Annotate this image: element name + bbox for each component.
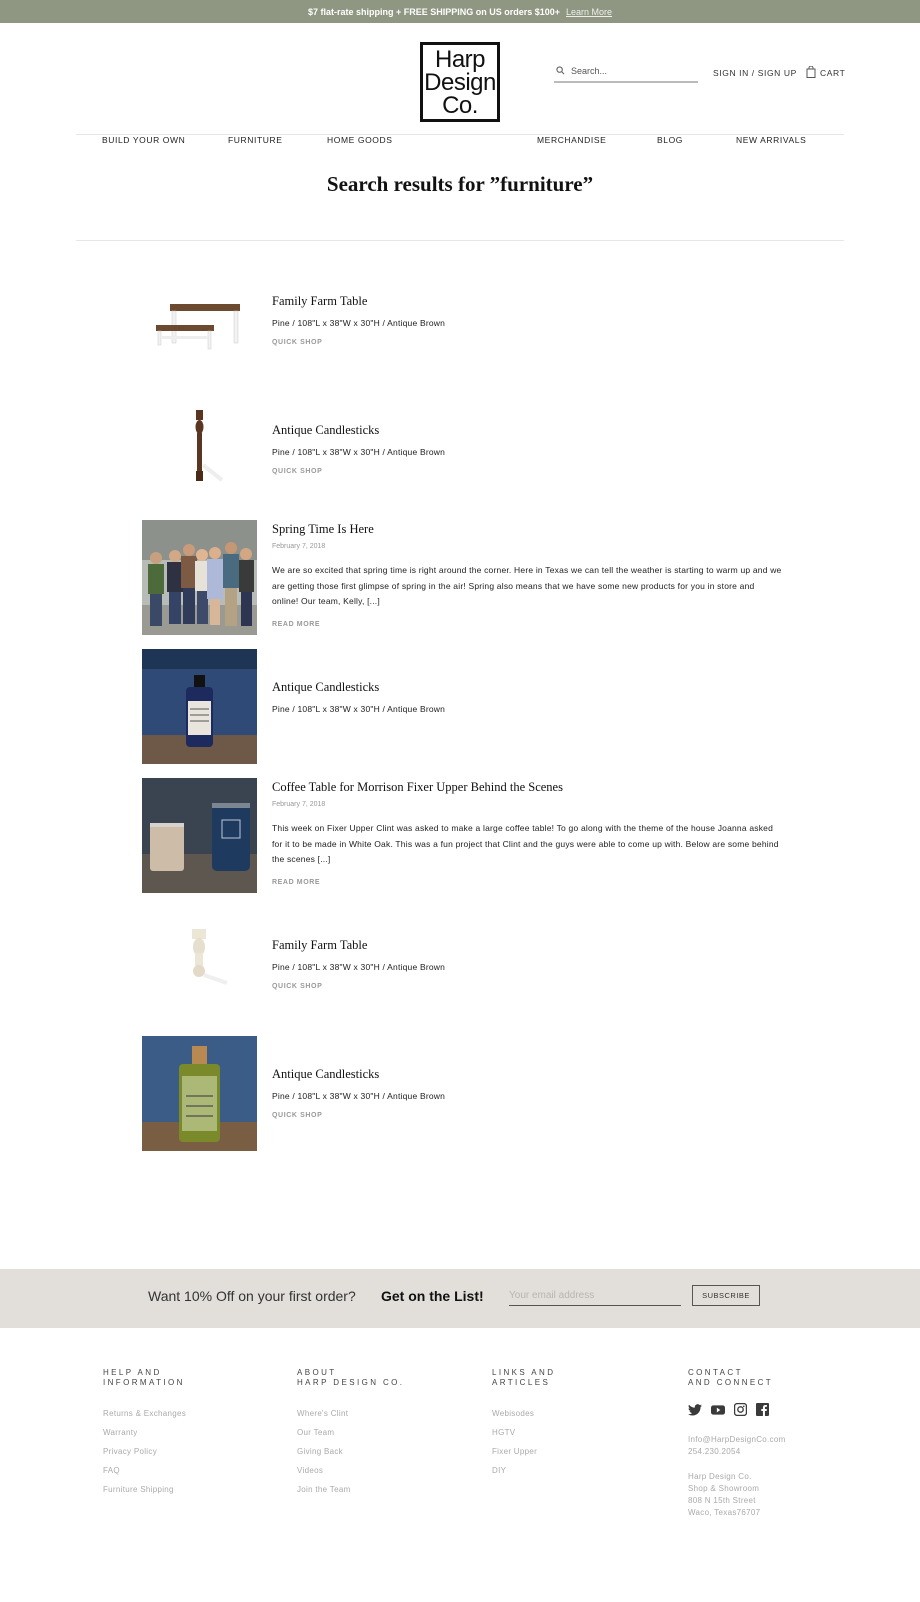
result-meta: Pine / 108"L x 38"W x 30"H / Antique Brown [272, 447, 446, 457]
heading-line: ARTICLES [492, 1378, 551, 1387]
search-bar [554, 60, 698, 83]
heading-line: ABOUT [297, 1368, 337, 1377]
search-input[interactable] [571, 66, 691, 76]
footer-heading [297, 1368, 404, 1388]
nav-blog[interactable]: BLOG [657, 135, 684, 145]
youtube-icon[interactable] [711, 1403, 725, 1421]
read-more-link[interactable]: READ MORE [272, 620, 321, 628]
result-title[interactable]: Antique Candlesticks [272, 423, 380, 437]
footer-heading [688, 1368, 786, 1388]
search-icon[interactable] [556, 62, 565, 80]
result-body [272, 294, 782, 349]
cart-bag-icon [806, 66, 816, 80]
footer-link[interactable]: Warranty [103, 1428, 138, 1437]
result-title[interactable]: Family Farm Table [272, 938, 368, 952]
result-excerpt: This week on Fixer Upper Clint was asked to make a large coffee table! To go along with the theme of the house Joanna asked for it to be made in White Oak. This was a fun project that Clint and the guys were able to come up with. Below are some behind the scenes [...] [272, 823, 779, 864]
result-date: February 7, 2018 [272, 543, 326, 550]
result-body [272, 423, 782, 478]
heading-line: INFORMATION [103, 1378, 185, 1387]
result-title[interactable]: Spring Time Is Here [272, 522, 374, 536]
newsletter-bar [0, 1269, 920, 1328]
twitter-icon[interactable] [688, 1403, 702, 1421]
footer-link[interactable]: HGTV [492, 1428, 516, 1437]
contact-email[interactable]: Info@HarpDesignCo.com [688, 1435, 786, 1444]
team-photo-image[interactable] [142, 520, 257, 635]
nav-merchandise[interactable]: MERCHANDISE [537, 135, 607, 145]
announcement-text: $7 flat-rate shipping + FREE SHIPPING on US orders $100+ [307, 6, 561, 17]
footer-link[interactable]: Privacy Policy [103, 1447, 157, 1456]
result-title[interactable]: Antique Candlesticks [272, 680, 380, 694]
footer-link-list [492, 1409, 555, 1485]
cart-link[interactable] [806, 66, 845, 80]
announcement-bar [0, 0, 920, 23]
footer-links-column [492, 1368, 555, 1485]
footer-link[interactable]: Webisodes [492, 1409, 535, 1418]
footer-heading [103, 1368, 186, 1388]
result-body [272, 938, 782, 993]
heading-line: HELP AND [103, 1368, 162, 1377]
tumblers-image[interactable] [142, 778, 257, 893]
footer-link-list [297, 1409, 404, 1504]
footer-link-list [103, 1409, 186, 1504]
footer-contact-column [688, 1368, 786, 1520]
facebook-icon[interactable] [756, 1403, 769, 1421]
address-line: 808 N 15th Street [688, 1496, 756, 1506]
result-title[interactable]: Antique Candlesticks [272, 1067, 380, 1081]
quick-shop-button[interactable]: QUICK SHOP [272, 983, 323, 990]
result-meta: Pine / 108"L x 38"W x 30"H / Antique Brown [272, 1091, 446, 1101]
footer-link[interactable]: DIY [492, 1466, 507, 1475]
candlestick-image[interactable] [142, 405, 257, 520]
newsletter-lead: Want 10% Off on your first order? [148, 1288, 356, 1304]
logo-line-3: Co. [442, 91, 478, 119]
footer-link[interactable]: FAQ [103, 1466, 120, 1475]
nav-furniture[interactable]: FURNITURE [228, 135, 283, 145]
heading-line: AND CONNECT [688, 1378, 774, 1387]
footer-help-column [103, 1368, 186, 1504]
footer-about-column [297, 1368, 404, 1504]
logo[interactable] [420, 42, 500, 122]
result-body [272, 1067, 782, 1122]
contact-info [688, 1434, 786, 1520]
result-date: February 7, 2018 [272, 801, 326, 808]
cart-label: CART [820, 68, 846, 78]
oil-bottle-image[interactable] [142, 1036, 257, 1151]
header-divider [76, 134, 844, 135]
address-line: Shop & Showroom [688, 1483, 760, 1493]
subscribe-button[interactable]: SUBSCRIBE [692, 1285, 760, 1306]
result-body [272, 522, 782, 631]
sign-in-link[interactable]: SIGN IN / SIGN UP [713, 68, 797, 78]
heading-line: HARP DESIGN CO. [297, 1378, 405, 1387]
result-meta: Pine / 108"L x 38"W x 30"H / Antique Brown [272, 962, 446, 972]
title-divider [76, 240, 844, 241]
result-meta: Pine / 108"L x 38"W x 30"H / Antique Brown [272, 704, 446, 714]
heading-line: CONTACT [688, 1368, 743, 1377]
heading-line: LINKS AND [492, 1368, 556, 1377]
quick-shop-button[interactable]: QUICK SHOP [272, 468, 323, 475]
farm-table-image[interactable] [142, 290, 257, 405]
footer-link[interactable]: Fixer Upper [492, 1447, 538, 1456]
quick-shop-button[interactable]: QUICK SHOP [272, 339, 323, 346]
footer-link[interactable]: Where's Clint [297, 1409, 349, 1418]
footer-link[interactable]: Giving Back [297, 1447, 343, 1456]
result-title[interactable]: Coffee Table for Morrison Fixer Upper Behind the Scenes [272, 780, 563, 794]
contact-phone[interactable]: 254.230.2054 [688, 1447, 741, 1457]
footer-link[interactable]: Join the Team [297, 1485, 351, 1494]
result-body [272, 780, 782, 889]
footer-link[interactable]: Furniture Shipping [103, 1485, 174, 1494]
read-more-link[interactable]: READ MORE [272, 878, 321, 886]
footer-heading [492, 1368, 555, 1388]
logo-line-2: Design [424, 68, 496, 96]
site-header [0, 23, 920, 145]
instagram-icon[interactable] [734, 1403, 747, 1421]
result-title[interactable]: Family Farm Table [272, 294, 368, 308]
logo-line-1: Harp [434, 45, 486, 73]
footer-link[interactable]: Returns & Exchanges [103, 1409, 187, 1418]
learn-more-link[interactable]: Learn More [566, 6, 613, 17]
newsletter-cta: Get on the List! [381, 1288, 484, 1304]
page-title: Search results for ”furniture” [326, 172, 594, 196]
quick-shop-button[interactable]: QUICK SHOP [272, 1112, 323, 1119]
result-body [272, 680, 782, 714]
nav-build-your-own[interactable]: BUILD YOUR OWN [102, 135, 186, 145]
email-field[interactable] [509, 1286, 681, 1306]
address-line: Waco, Texas76707 [688, 1508, 761, 1518]
beard-oil-image[interactable] [142, 649, 257, 764]
social-links [688, 1403, 786, 1421]
nav-new-arrivals[interactable]: NEW ARRIVALS [736, 135, 807, 145]
footer-link[interactable]: Our Team [297, 1428, 335, 1437]
nav-home-goods[interactable]: HOME GOODS [327, 135, 393, 145]
result-excerpt: We are so excited that spring time is right around the corner. Here in Texas we can tell the weather is starting to warm up and we are getting those first glimpse of spring in the air! Spring also means that we have some new products for you in store and online! Our team, Kelly, [...] [272, 565, 782, 606]
footer-link[interactable]: Videos [297, 1466, 324, 1475]
result-meta: Pine / 108"L x 38"W x 30"H / Antique Brown [272, 318, 446, 328]
address-line: Harp Design Co. [688, 1471, 752, 1481]
table-leg-image[interactable] [142, 907, 257, 1022]
spacer [688, 1459, 786, 1471]
